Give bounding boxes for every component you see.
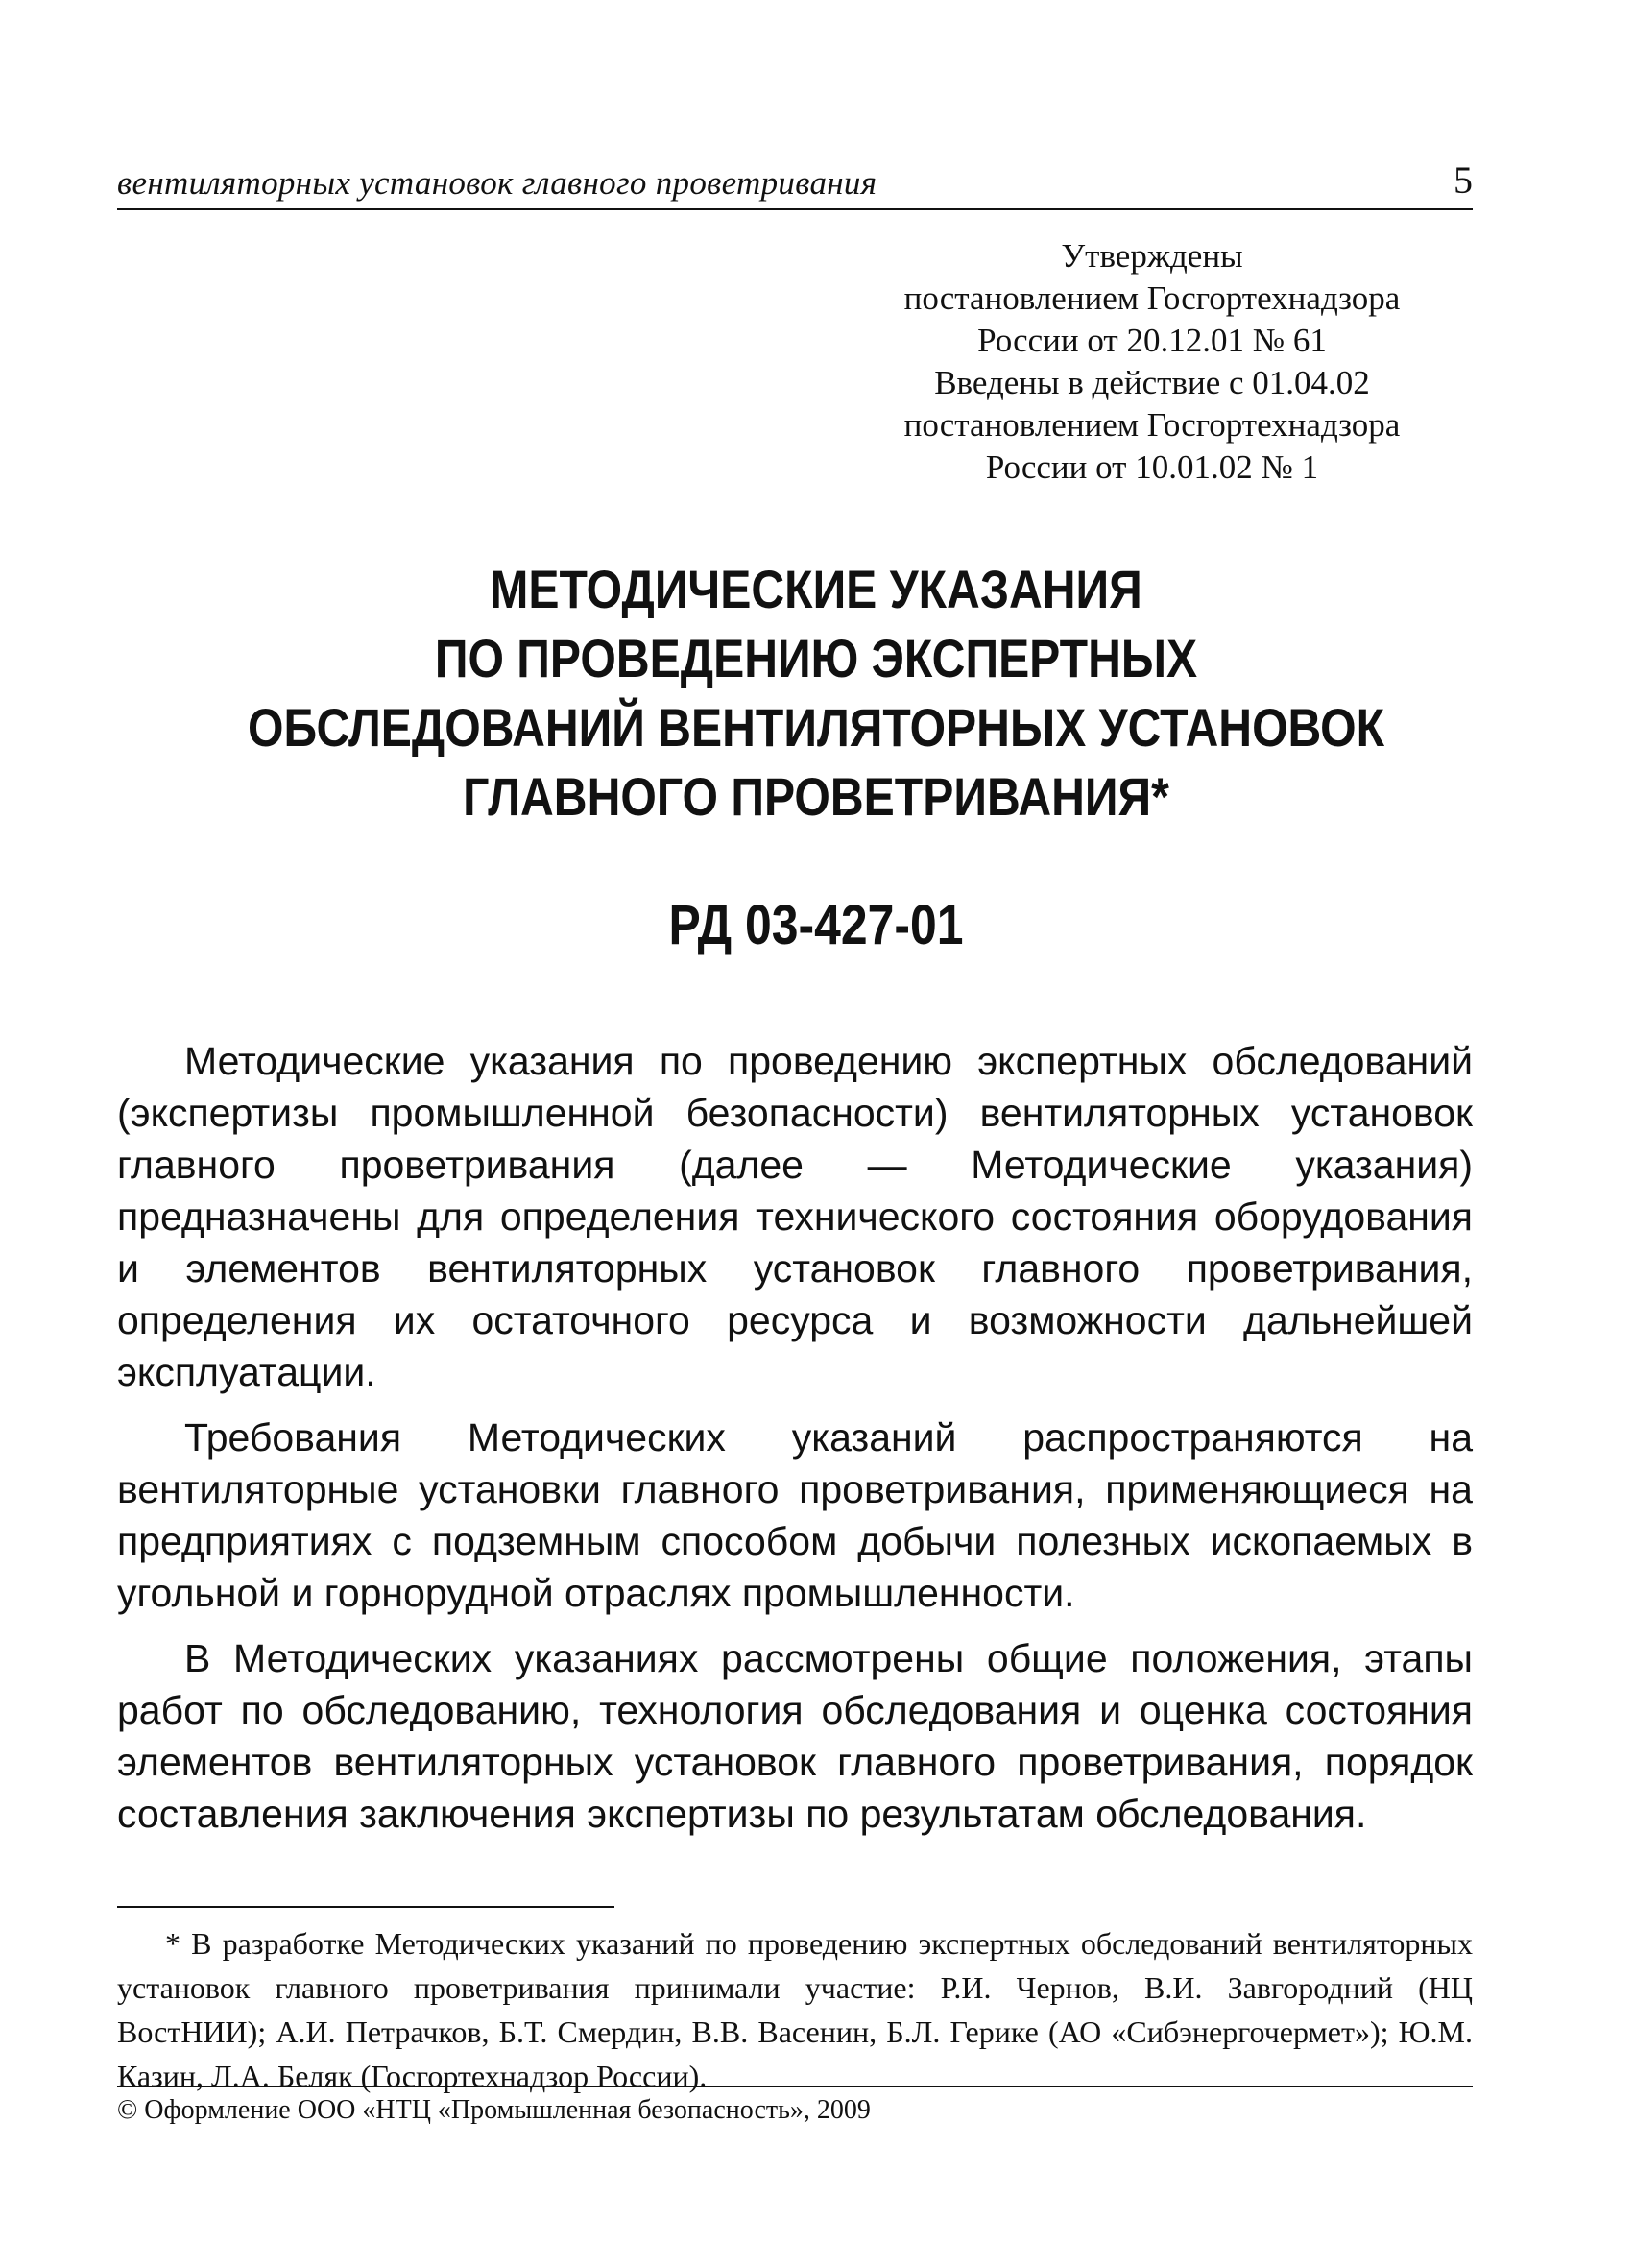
approval-line: Введены в действие с 01.04.02 [934, 364, 1370, 401]
approval-line: постановлением Госгортехнадзора [903, 279, 1401, 317]
body-paragraph: Требования Методических указаний распространяются на вентиляторные установки главного проветривания, применяющиеся на предприятиях с подземным способом добычи полезных ископаемых в угольной и горнорудной отраслях промышленности. [117, 1415, 1473, 1615]
approval-line: России от 10.01.02 № 1 [985, 448, 1319, 486]
title-line: МЕТОДИЧЕСКИЕ УКАЗАНИЯ [490, 559, 1142, 619]
title-line: ПО ПРОВЕДЕНИЮ ЭКСПЕРТНЫХ [434, 628, 1198, 688]
copyright-notice: © Оформление ООО «НТЦ «Промышленная безопасность», 2009 [117, 2095, 871, 2125]
approval-line: Утверждены [1061, 237, 1243, 275]
body-paragraph: Методические указания по проведению экспертных обследований (экспертизы промышленной безопасности) вентиляторных установок главного проветривания (далее — Методические указания) предназначены для определения технического состояния оборудования и элементов вентиляторных установок главного проветривания, определения их остаточного ресурса и возможности дальнейшей эксплуатации. [117, 1039, 1473, 1394]
running-title: вентиляторных установок главного проветривания [117, 164, 877, 202]
running-header [117, 158, 1473, 210]
approval-line: постановлением Госгортехнадзора [903, 406, 1401, 444]
body-text [117, 1035, 1473, 1853]
approval-block [826, 235, 1478, 489]
title-line: ОБСЛЕДОВАНИЙ ВЕНТИЛЯТОРНЫХ УСТАНОВОК [247, 697, 1384, 758]
body-paragraph: В Методических указаниях рассмотрены общие положения, этапы работ по обследованию, технология обследования и оценка состояния элементов вентиляторных установок главного проветривания, порядок составления заключения экспертизы по результатам обследования. [117, 1636, 1473, 1836]
footnote-divider [117, 1906, 614, 1908]
title-line: ГЛАВНОГО ПРОВЕТРИВАНИЯ* [463, 766, 1169, 827]
approval-line: России от 20.12.01 № 61 [977, 322, 1327, 359]
document-title [238, 555, 1394, 832]
footer-divider [117, 2086, 1473, 2087]
document-code: РД 03-427-01 [668, 894, 964, 956]
footnote: * В разработке Методических указаний по проведению экспертных обследований вентиляторных установок главного проветривания принимали участие: Р.И. Чернов, В.И. Завгородний (НЦ ВостНИИ); А.И. Петрачков, Б.Т. Смердин, В.В. Васенин, Б.Л. Герике (АО «Сибэнергочермет»); Ю.М. Казин, Л.А. Беляк (Госгортехнадзор России). [117, 1926, 1473, 2093]
page-number: 5 [1454, 158, 1473, 202]
